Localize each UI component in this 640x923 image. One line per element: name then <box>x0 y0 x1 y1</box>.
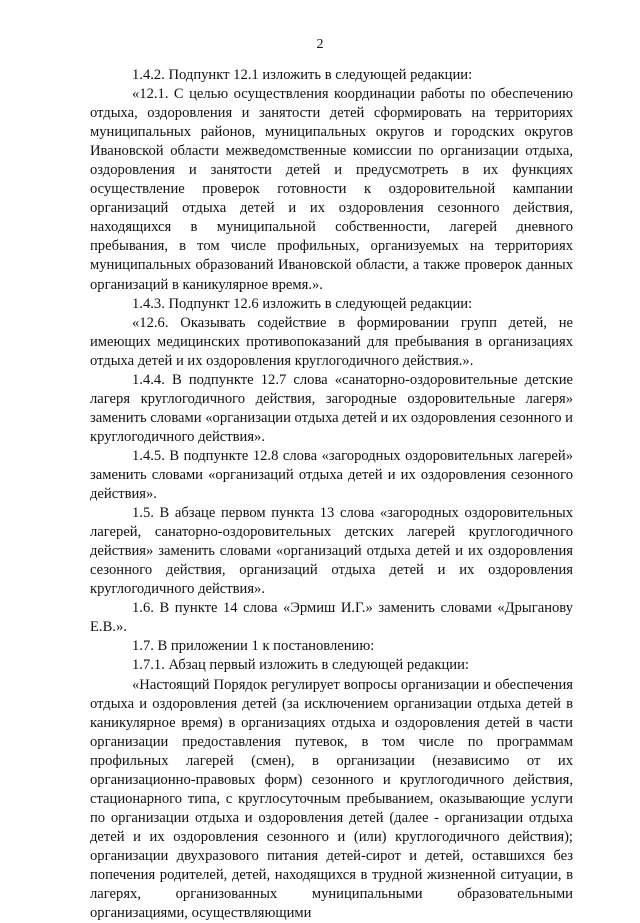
paragraph-1-4-2: 1.4.2. Подпункт 12.1 изложить в следующей редакции: <box>90 66 573 85</box>
paragraph-1-5: 1.5. В абзаце первом пункта 13 слова «загородных оздоровительных лагерей, санаторно-оздоровительных детских лагерей круглогодичного действия» заменить словами «организаций отдыха детей и их оздоровления сезонного действия, организаций отдыха детей и их оздоровления круглогодичного действия». <box>90 504 573 599</box>
document-body <box>90 66 573 923</box>
paragraph-1-7-1: 1.7.1. Абзац первый изложить в следующей редакции: <box>90 656 573 675</box>
paragraph-procedure-text: «Настоящий Порядок регулирует вопросы организации и обеспечения отдыха и оздоровления детей (за исключением организации отдыха детей в каникулярное время) в организациях отдыха и оздоровления детей в части организации предоставления путевок, в том числе по программам профильных лагерей (смен), в организации (независимо от их организационно-правовых форм) сезонного и круглогодичного действия, стационарного типа, с круглосуточным пребыванием, оказывающие услуги по организации отдыха и оздоровления детей (далее - организации отдыха детей и их оздоровления сезонного и (или) круглогодичного действия); организации двухразового питания детей-сирот и детей, оставшихся без попечения родителей, детей, находящихся в трудной жизненной ситуации, в лагерях, организованных муниципальными образовательными организациями, осуществляющими <box>90 676 573 923</box>
paragraph-12-6-text: «12.6. Оказывать содействие в формировании групп детей, не имеющих медицинских противопоказаний для пребывания в организациях отдыха детей и их оздоровления круглогодичного действия.». <box>90 314 573 371</box>
paragraph-1-4-4: 1.4.4. В подпункте 12.7 слова «санаторно-оздоровительные детские лагеря круглогодичного действия, загородные оздоровительные лагеря» заменить словами «организации отдыха детей и их оздоровления сезонного и круглогодичного действия». <box>90 371 573 447</box>
page-number: 2 <box>0 37 640 53</box>
paragraph-1-6: 1.6. В пункте 14 слова «Эрмиш И.Г.» заменить словами «Дрыганову Е.В.». <box>90 599 573 637</box>
paragraph-1-4-5: 1.4.5. В подпункте 12.8 слова «загородных оздоровительных лагерей» заменить словами «организаций отдыха детей и их оздоровления сезонного действия». <box>90 447 573 504</box>
paragraph-12-1-text: «12.1. С целью осуществления координации работы по обеспечению отдыха, оздоровления и занятости детей сформировать на территориях муниципальных районов, муниципальных округов и городских округов Ивановской области межведомственные комиссии по организации отдыха, оздоровления и занятости детей и предусмотреть в их функциях осуществление проверок готовности к оздоровительной кампании организаций отдыха детей и их оздоровления сезонного действия, находящихся в муниципальной собственности, лагерей дневного пребывания, в том числе профильных, организуемых на территориях муниципальных образований Ивановской области, а также проверок данных организаций в каникулярное время.». <box>90 85 573 295</box>
paragraph-1-7: 1.7. В приложении 1 к постановлению: <box>90 637 573 656</box>
paragraph-1-4-3: 1.4.3. Подпункт 12.6 изложить в следующей редакции: <box>90 295 573 314</box>
